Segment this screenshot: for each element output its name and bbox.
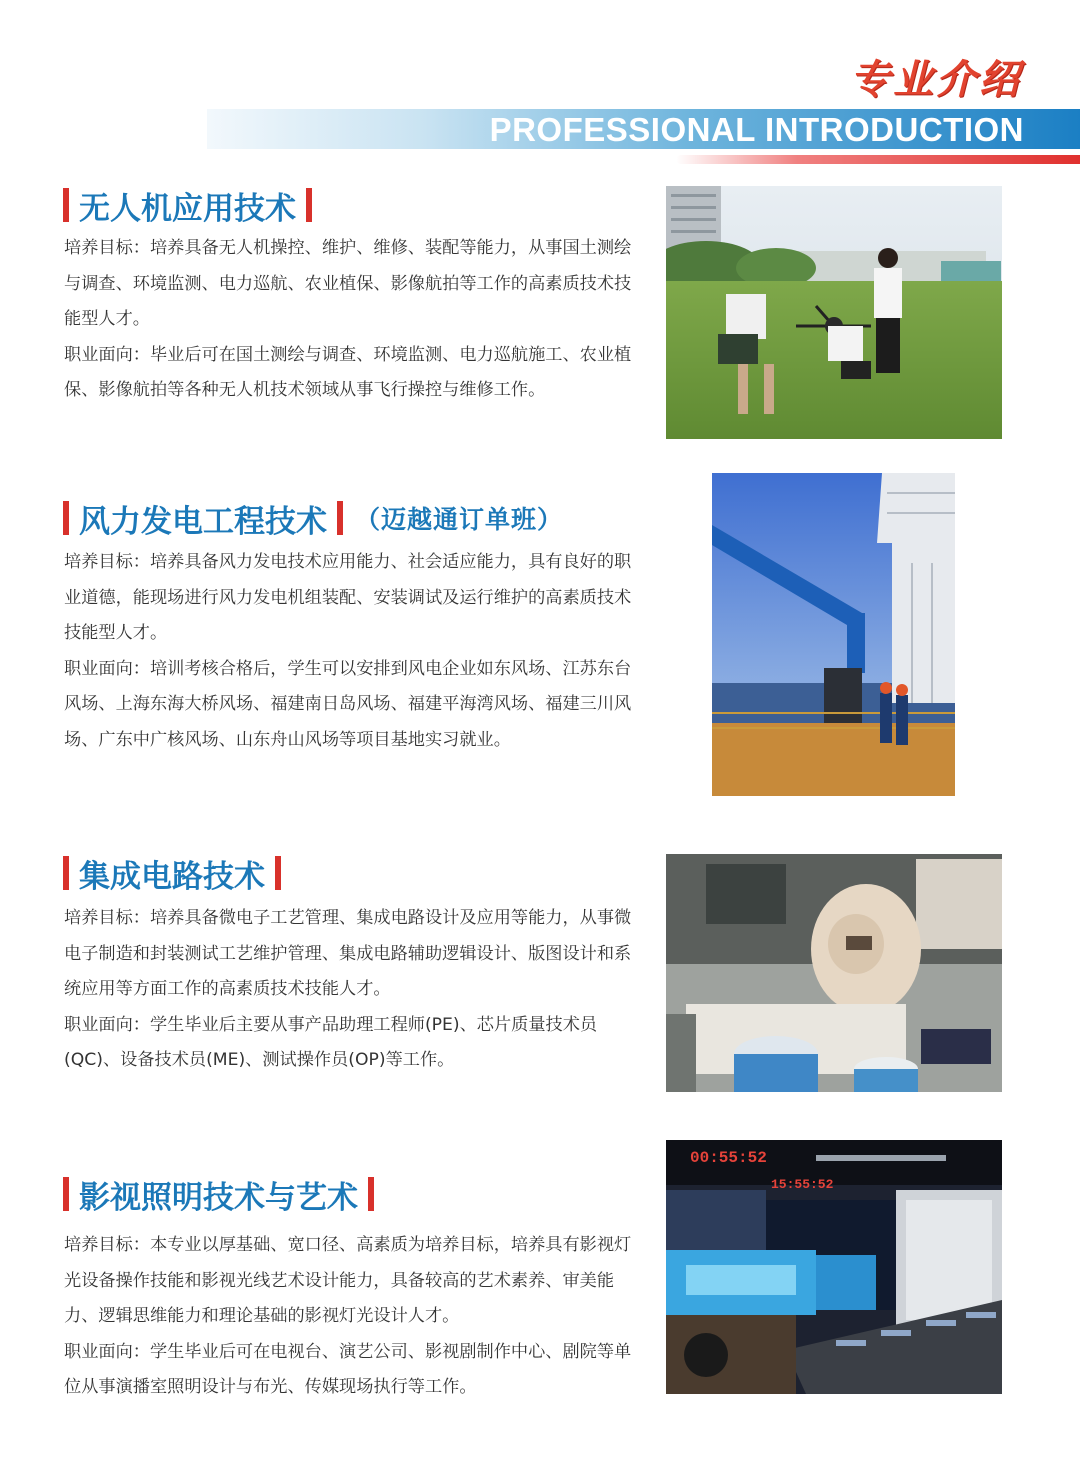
- title-bar-left: [63, 501, 69, 535]
- title-bar-right: [368, 1177, 374, 1211]
- page-title-cn: 专业介绍: [850, 57, 1022, 103]
- section-title-text: 集成电路技术: [79, 858, 265, 895]
- training-goal: 培养目标：培养具备风力发电技术应用能力、社会适应能力，具有良好的职业道德，能现场进行风力发电机组装配、安装调试及运行维护的高素质技术技能型人才。: [64, 552, 632, 643]
- section-title-text: 无人机应用技术: [79, 190, 296, 227]
- section-title-drone: [63, 183, 312, 227]
- section-title-wind: [63, 496, 563, 540]
- section-title-text: 影视照明技术与艺术: [79, 1179, 358, 1216]
- section-body-drone: [64, 231, 634, 409]
- title-bar-right: [337, 501, 343, 535]
- title-bar-left: [63, 188, 69, 222]
- title-bar-left: [63, 1177, 69, 1211]
- page-title-en: PROFESSIONAL INTRODUCTION: [489, 111, 1024, 148]
- title-bar-left: [63, 856, 69, 890]
- section-body-wind: [64, 545, 634, 758]
- section-title-text: 风力发电工程技术: [79, 503, 327, 540]
- title-bar-right: [275, 856, 281, 890]
- training-goal: 培养目标：培养具备无人机操控、维护、维修、装配等能力，从事国土测绘与调查、环境监测、电力巡航、农业植保、影像航拍等工作的高素质技术技能型人才。: [64, 238, 632, 329]
- control-room-photo: [666, 1140, 1002, 1394]
- section-title-lighting: [63, 1172, 374, 1216]
- clock-readout-1: 00:55:52: [690, 1149, 767, 1167]
- section-body-lighting: [64, 1228, 634, 1406]
- cleanroom-photo: [666, 854, 1002, 1092]
- career-direction: 职业面向：毕业后可在国土测绘与调查、环境监测、电力巡航施工、农业植保、影像航拍等各种无人机技术领域从事飞行操控与维修工作。: [64, 344, 632, 400]
- training-goal: 培养目标：培养具备微电子工艺管理、集成电路设计及应用等能力，从事微电子制造和封装测试工艺维护管理、集成电路辅助逻辑设计、版图设计和系统应用等方面工作的高素质技术技能人才。: [64, 908, 632, 999]
- section-title-ic: [63, 851, 281, 895]
- drone-field-photo: [666, 186, 1002, 439]
- section-subtitle: （迈越通订单班）: [355, 505, 564, 534]
- training-goal: 培养目标：本专业以厚基础、宽口径、高素质为培养目标，培养具有影视灯光设备操作技能和影视光线艺术设计能力，具备较高的艺术素养、审美能力、逻辑思维能力和理论基础的影视灯光设计人才。: [64, 1235, 632, 1326]
- header-banner: [207, 109, 1080, 149]
- title-bar-right: [306, 188, 312, 222]
- section-body-ic: [64, 901, 634, 1079]
- clock-readout-2: 15:55:52: [771, 1177, 834, 1192]
- career-direction: 职业面向：培训考核合格后，学生可以安排到风电企业如东风场、江苏东台风场、上海东海大桥风场、福建南日岛风场、福建平海湾风场、福建三川风场、广东中广核风场、山东舟山风场等项目基地实习就业。: [64, 658, 632, 750]
- offshore-crane-photo: [712, 473, 955, 796]
- decorative-red-line: [676, 155, 1080, 164]
- career-direction: 职业面向：学生毕业后主要从事产品助理工程师(PE)、芯片质量技术员(QC)、设备技术员(ME)、测试操作员(OP)等工作。: [64, 1014, 598, 1070]
- career-direction: 职业面向：学生毕业后可在电视台、演艺公司、影视剧制作中心、剧院等单位从事演播室照明设计与布光、传媒现场执行等工作。: [64, 1341, 632, 1397]
